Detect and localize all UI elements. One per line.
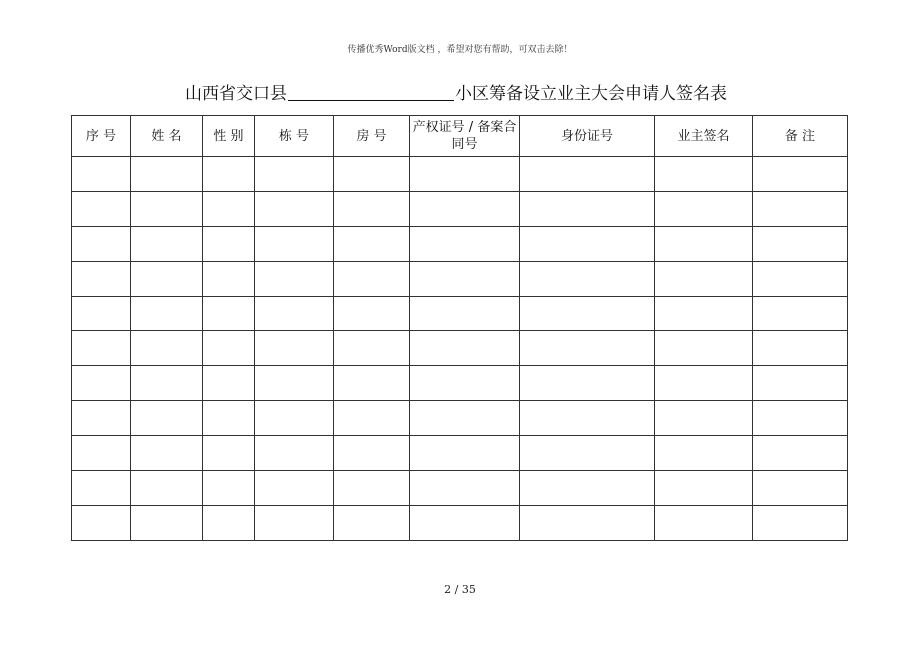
table-cell[interactable] (520, 401, 655, 436)
table-cell[interactable] (131, 436, 203, 471)
table-row (72, 436, 848, 471)
table-cell[interactable] (520, 505, 655, 540)
table-cell[interactable] (255, 401, 334, 436)
table-cell[interactable] (753, 261, 848, 296)
table-cell[interactable] (753, 471, 848, 506)
table-cell[interactable] (410, 401, 520, 436)
table-cell[interactable] (753, 505, 848, 540)
table-cell[interactable] (131, 401, 203, 436)
table-cell[interactable] (410, 436, 520, 471)
table-cell[interactable] (520, 436, 655, 471)
table-cell[interactable] (255, 191, 334, 226)
header-building-no: 栋 号 (255, 116, 334, 157)
table-cell[interactable] (334, 366, 410, 401)
table-cell[interactable] (753, 296, 848, 331)
table-cell[interactable] (655, 191, 753, 226)
table-cell[interactable] (72, 296, 131, 331)
table-cell[interactable] (72, 226, 131, 261)
table-row (72, 157, 848, 192)
header-remarks: 备 注 (753, 116, 848, 157)
table-row (72, 366, 848, 401)
table-cell[interactable] (334, 261, 410, 296)
table-cell[interactable] (72, 505, 131, 540)
table-cell[interactable] (410, 366, 520, 401)
table-cell[interactable] (655, 505, 753, 540)
table-cell[interactable] (72, 471, 131, 506)
header-gender: 性 别 (203, 116, 255, 157)
table-cell[interactable] (131, 226, 203, 261)
table-cell[interactable] (203, 157, 255, 192)
table-cell[interactable] (655, 261, 753, 296)
table-cell[interactable] (72, 261, 131, 296)
table-row (72, 296, 848, 331)
table-cell[interactable] (131, 191, 203, 226)
table-cell[interactable] (410, 296, 520, 331)
table-cell[interactable] (410, 505, 520, 540)
table-cell[interactable] (410, 191, 520, 226)
table-cell[interactable] (255, 436, 334, 471)
table-cell[interactable] (203, 226, 255, 261)
table-cell[interactable] (753, 401, 848, 436)
signature-table (71, 115, 848, 541)
table-cell[interactable] (753, 226, 848, 261)
table-cell[interactable] (203, 471, 255, 506)
table-cell[interactable] (334, 505, 410, 540)
table-cell[interactable] (753, 191, 848, 226)
table-cell[interactable] (72, 366, 131, 401)
table-cell[interactable] (255, 226, 334, 261)
table-cell[interactable] (203, 191, 255, 226)
table-cell[interactable] (410, 261, 520, 296)
table-cell[interactable] (131, 505, 203, 540)
table-cell[interactable] (203, 366, 255, 401)
table-cell[interactable] (203, 436, 255, 471)
table-cell[interactable] (520, 191, 655, 226)
header-owner-signature: 业主签名 (655, 116, 753, 157)
table-cell[interactable] (410, 157, 520, 192)
table-row (72, 471, 848, 506)
title-prefix: 山西省交口县 (185, 84, 287, 104)
header-row (72, 116, 848, 157)
table-row (72, 191, 848, 226)
table-cell[interactable] (410, 471, 520, 506)
table-cell[interactable] (131, 366, 203, 401)
header-room-no: 房 号 (334, 116, 410, 157)
table-cell[interactable] (131, 296, 203, 331)
table-cell[interactable] (72, 191, 131, 226)
table-cell[interactable] (655, 436, 753, 471)
table-cell[interactable] (255, 471, 334, 506)
table-row (72, 505, 848, 540)
table-cell[interactable] (520, 296, 655, 331)
table-row (72, 261, 848, 296)
table-cell[interactable] (72, 436, 131, 471)
table-cell[interactable] (655, 331, 753, 366)
table-cell[interactable] (655, 226, 753, 261)
table-cell[interactable] (334, 401, 410, 436)
header-id-no: 身份证号 (520, 116, 655, 157)
table-cell[interactable] (255, 331, 334, 366)
table-cell[interactable] (131, 261, 203, 296)
table-cell[interactable] (753, 157, 848, 192)
table-cell[interactable] (334, 157, 410, 192)
table-cell[interactable] (203, 401, 255, 436)
page-number: 2 / 35 (444, 583, 476, 596)
table-cell[interactable] (334, 296, 410, 331)
table-cell[interactable] (753, 436, 848, 471)
table-row (72, 226, 848, 261)
table-cell[interactable] (655, 296, 753, 331)
table-cell[interactable] (410, 226, 520, 261)
table-cell[interactable] (131, 471, 203, 506)
table-cell[interactable] (520, 471, 655, 506)
table-cell[interactable] (203, 261, 255, 296)
table-cell[interactable] (131, 157, 203, 192)
table-cell[interactable] (520, 331, 655, 366)
table-cell[interactable] (203, 505, 255, 540)
table-cell[interactable] (72, 401, 131, 436)
table-cell[interactable] (753, 331, 848, 366)
table-cell[interactable] (410, 331, 520, 366)
table-cell[interactable] (334, 436, 410, 471)
table-body (72, 157, 848, 541)
table-row (72, 331, 848, 366)
table-cell[interactable] (753, 366, 848, 401)
table-cell[interactable] (72, 157, 131, 192)
header-name: 姓 名 (131, 116, 203, 157)
table-row (72, 401, 848, 436)
table-cell[interactable] (655, 157, 753, 192)
table-cell[interactable] (255, 157, 334, 192)
community-name-blank[interactable] (288, 80, 454, 101)
table-cell[interactable] (255, 366, 334, 401)
table-cell[interactable] (655, 366, 753, 401)
header-property-cert-no: 产权证号 / 备案合同号 (410, 116, 520, 157)
table-cell[interactable] (520, 366, 655, 401)
table-cell[interactable] (334, 331, 410, 366)
table-cell[interactable] (203, 296, 255, 331)
table-cell[interactable] (655, 471, 753, 506)
table-cell[interactable] (334, 471, 410, 506)
watermark-text: 传播优秀Word版文档 ，希望对您有帮助，可双击去除！ (347, 45, 573, 55)
table-cell[interactable] (72, 331, 131, 366)
table-cell[interactable] (255, 505, 334, 540)
table-cell[interactable] (334, 191, 410, 226)
table-cell[interactable] (255, 261, 334, 296)
table-cell[interactable] (520, 226, 655, 261)
table-cell[interactable] (131, 331, 203, 366)
table-cell[interactable] (334, 226, 410, 261)
header-serial-no: 序 号 (72, 116, 131, 157)
page-title (185, 78, 727, 104)
table-cell[interactable] (255, 296, 334, 331)
table-cell[interactable] (520, 261, 655, 296)
table-cell[interactable] (655, 401, 753, 436)
title-suffix: 小区筹备设立业主大会申请人签名表 (455, 84, 727, 104)
table-cell[interactable] (203, 331, 255, 366)
table-cell[interactable] (520, 157, 655, 192)
